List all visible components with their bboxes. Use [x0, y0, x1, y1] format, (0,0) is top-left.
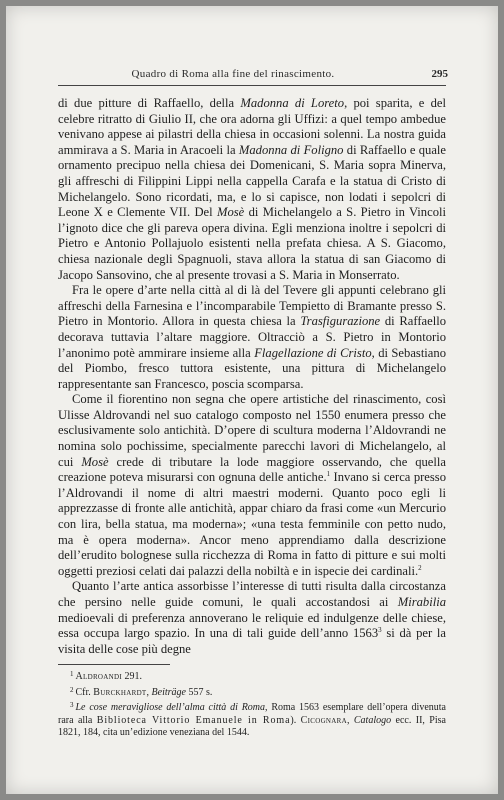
running-header — [58, 68, 448, 84]
paragraph-1: di due pitture di Raffaello, della Madonna di Loreto, poi sparita, e del celebre ritratto di Giulio II, che ora adorna gli Uffizi: a quel tempo ambedue venivano appese ai pilastri della chiesa in occasioni solenni. La nostra guida ammirava a S. Maria in Aracoeli la Madonna di Foligno di Raffaello e quale ornamento precipuo nella chiesa dei Domenicani, S. Maria sopra Minerva, gli affreschi di Filippini Lippi nella cappella Carafa e la statua di Cristo di Michelangelo. Sono ricordati, ma, e lo si capisce, non lodati i sepolcri di Leone X e Clemente VII. Del Mosè di Michelangelo a S. Pietro in Vincoli l’ignoto dice che gli pareva opera divina. Egli menziona inoltre i sepolcri di Pietro e Antonio Pollajuolo esistenti nella prefata chiesa. A S. Giacomo, chiesa nazionale degli Spagnuoli, stava allora la statua di san Giacomo di Jacopo Sansovino, che al presente trovasi a S. Maria in Monserrato. — [58, 96, 446, 282]
footnote-ref-1: 1 — [326, 470, 331, 479]
footnote-1: $^1$ Aldroandi 291. — [70, 670, 142, 682]
footnotes — [58, 668, 446, 740]
header-rule — [58, 85, 446, 86]
paragraph-3: Come il fiorentino non segna che opere artistiche del rinascimento, così Ulisse Aldrovandi nel suo catalogo composto nel 1550 enumera presso che esclusivamente solo antichità. D’opere di scultura moderna l’Aldovrandi ne nomina solo pochissime, specialmente parecchi lavori di Michelangelo, al cui Mosè crede di tributare la lode maggiore osservando, che quella creazione poteva misurarsi con ognuna delle antiche.$^1$ Invano si cerca presso l’Aldrovandi il nome di altri maestri moderni. Quanto poco egli li apprezzasse di fronte alle antichità, appar chiaro da frasi come «un Mercurio con lira, bella statua, ma moderna»; «una testa femminile con petto nudo, ma è opera moderna». Ancor meno apprendiamo dalla descrizione dell’erudito bolognese sulla ricchezza di Roma in fatto di pitture e sui molti oggetti preziosi celati dai palazzi della nobiltà e in ispecie dei cardinali.$^2$ — [58, 392, 446, 578]
paragraph-2: Fra le opere d’arte nella città al di là del Tevere gli appunti celebrano gli affreschi della Farnesina e l’incomparabile Tempietto di Bramante presso S. Pietro in Montorio. Allora in questa chiesa la Trasfigurazione di Raffaello decorava tuttavia l’altare maggiore. Oltracciò a S. Pietro in Montorio l’anonimo potè ammirare insieme alla Flagellazione di Cristo, di Sebastiano del Piombo, fresco tuttora esistente, una pittura di Michelangelo rappresentante san Francesco, poscia scomparsa. — [58, 283, 446, 391]
body-text — [58, 96, 446, 657]
footnote-3: $^3$ Le cose meravigliose dell’alma città di Roma, Roma 1563 esemplare dell’opera divenuta rara alla Biblioteca Vittorio Emanuele in Roma). Cicognara, Catalogo ecc. II, Pisa 1821, 184, cita un’edizione veneziana del 1544. — [58, 701, 446, 738]
footnote-rule — [58, 664, 170, 665]
running-title: Quadro di Roma alla fine del rinascimento. — [131, 68, 335, 80]
book-page — [6, 6, 498, 794]
paragraph-4: Quanto l’arte antica assorbisse l’interesse di tutti risulta dalla circostanza che persino nelle guide comuni, le quali accostandosi ai Mirabilia medioevali di preferenza annoverano le reliquie ed indulgenze delle chiese, essa occupa largo spazio. In una di tali guide dell’anno 1563$^3$ si dà per la visita delle cose più degne — [58, 579, 446, 656]
footnote-2: $^2$ Cfr. Burckhardt, Beiträge 557 s. — [70, 685, 213, 698]
footnote-ref-2: 2 — [418, 563, 422, 572]
page-number: 295 — [431, 68, 448, 80]
footnote-ref-3: 3 — [378, 626, 382, 635]
